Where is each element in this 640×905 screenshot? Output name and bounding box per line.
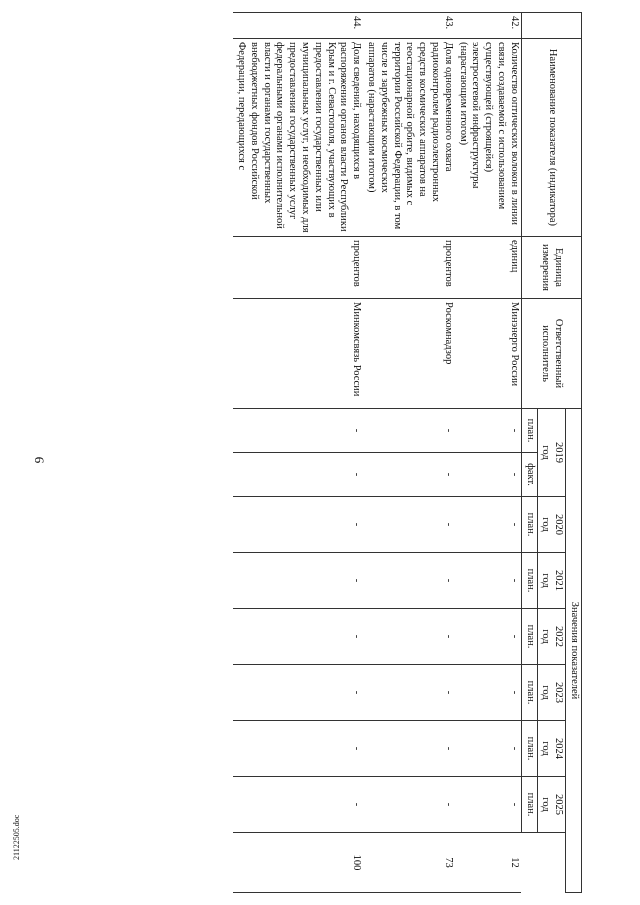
header-plan-2025: план. <box>521 777 537 833</box>
table-row <box>363 13 455 893</box>
header-values-group: Значения показателей <box>566 409 582 893</box>
table-body <box>233 13 521 893</box>
page-number: 9 <box>31 456 47 464</box>
header-num <box>521 13 581 39</box>
rotated-table-wrapper <box>233 12 582 892</box>
responsible-cell: Минкомсвязь России <box>233 299 363 409</box>
indicator-name: Доля сведений, находящихся в распоряжении органов власти Республики Крым и г. Севастополя, участвующих в предоставлении государственных или муниципальных услуг, и необходимых для предоставления государственных услуг федеральными органами исполнительной власти и органами государственных внебюджетных фондов Российской Федерации, передающихся с <box>233 39 363 237</box>
value-cell: - <box>455 497 521 553</box>
value-cell: - <box>455 453 521 497</box>
value-cell: - <box>455 409 521 453</box>
header-name: Наименование показателя (индикатора) <box>521 39 581 237</box>
header-plan-2020: план. <box>521 497 537 553</box>
value-cell: - <box>233 409 363 453</box>
value-cell: - <box>455 721 521 777</box>
header-year-2020: 2020 год <box>537 497 566 553</box>
header-responsible: Ответственный исполнитель <box>521 299 581 409</box>
value-cell: 100 <box>233 833 363 893</box>
value-cell: - <box>233 777 363 833</box>
value-cell: - <box>363 721 455 777</box>
header-year-2023: 2023 год <box>537 665 566 721</box>
header-plan-2022: план. <box>521 609 537 665</box>
table-row <box>233 13 363 893</box>
value-cell: - <box>455 553 521 609</box>
value-cell: - <box>363 777 455 833</box>
row-number: 44. <box>233 13 363 39</box>
document-id: 21122505.doc <box>12 814 21 860</box>
unit-cell: единиц <box>455 237 521 299</box>
indicator-name: Доля одновременного охвата радиоконтролем радиоэлектронных средств космических аппаратов на геостационарной орбите, видимых с территории Российской Федерации, в том числе и зарубежных космических аппаратов (нарастающим итогом) <box>363 39 455 237</box>
value-cell: - <box>363 553 455 609</box>
value-cell: - <box>233 497 363 553</box>
header-plan-2021: план. <box>521 553 537 609</box>
table-row <box>455 13 521 893</box>
value-cell: 73 <box>363 833 455 893</box>
header-plan-2023: план. <box>521 665 537 721</box>
header-plan-2019: план. <box>521 409 537 453</box>
responsible-cell: Минэнерго России <box>455 299 521 409</box>
row-number: 43. <box>363 13 455 39</box>
header-fact-2019: факт. <box>521 453 537 497</box>
value-cell: - <box>363 453 455 497</box>
value-cell: - <box>455 777 521 833</box>
table-header <box>521 13 581 893</box>
header-year-2019: 2019 год <box>537 409 566 497</box>
value-cell: - <box>455 609 521 665</box>
header-year-2025: 2025 год <box>537 777 566 833</box>
value-cell: - <box>233 665 363 721</box>
value-cell: - <box>363 497 455 553</box>
unit-cell: процентов <box>363 237 455 299</box>
header-year-2024: 2024 год <box>537 721 566 777</box>
indicator-name: Количество оптических волокон в линии связи, создаваемой с использованием существующей (строящейся) электросетевой инфраструктуры (нарастающим итогом) <box>455 39 521 237</box>
value-cell: - <box>455 665 521 721</box>
row-number: 42. <box>455 13 521 39</box>
value-cell: - <box>363 409 455 453</box>
header-unit: Единица измерения <box>521 237 581 299</box>
indicators-table <box>233 12 582 893</box>
value-cell: 12 <box>455 833 521 893</box>
value-cell: - <box>233 453 363 497</box>
value-cell: - <box>363 609 455 665</box>
value-cell: - <box>233 609 363 665</box>
unit-cell: процентов <box>233 237 363 299</box>
responsible-cell: Роскомнадзор <box>363 299 455 409</box>
header-year-2022: 2022 год <box>537 609 566 665</box>
value-cell: - <box>233 553 363 609</box>
value-cell: - <box>363 665 455 721</box>
header-year-2021: 2021 год <box>537 553 566 609</box>
value-cell: - <box>233 721 363 777</box>
header-plan-2024: план. <box>521 721 537 777</box>
